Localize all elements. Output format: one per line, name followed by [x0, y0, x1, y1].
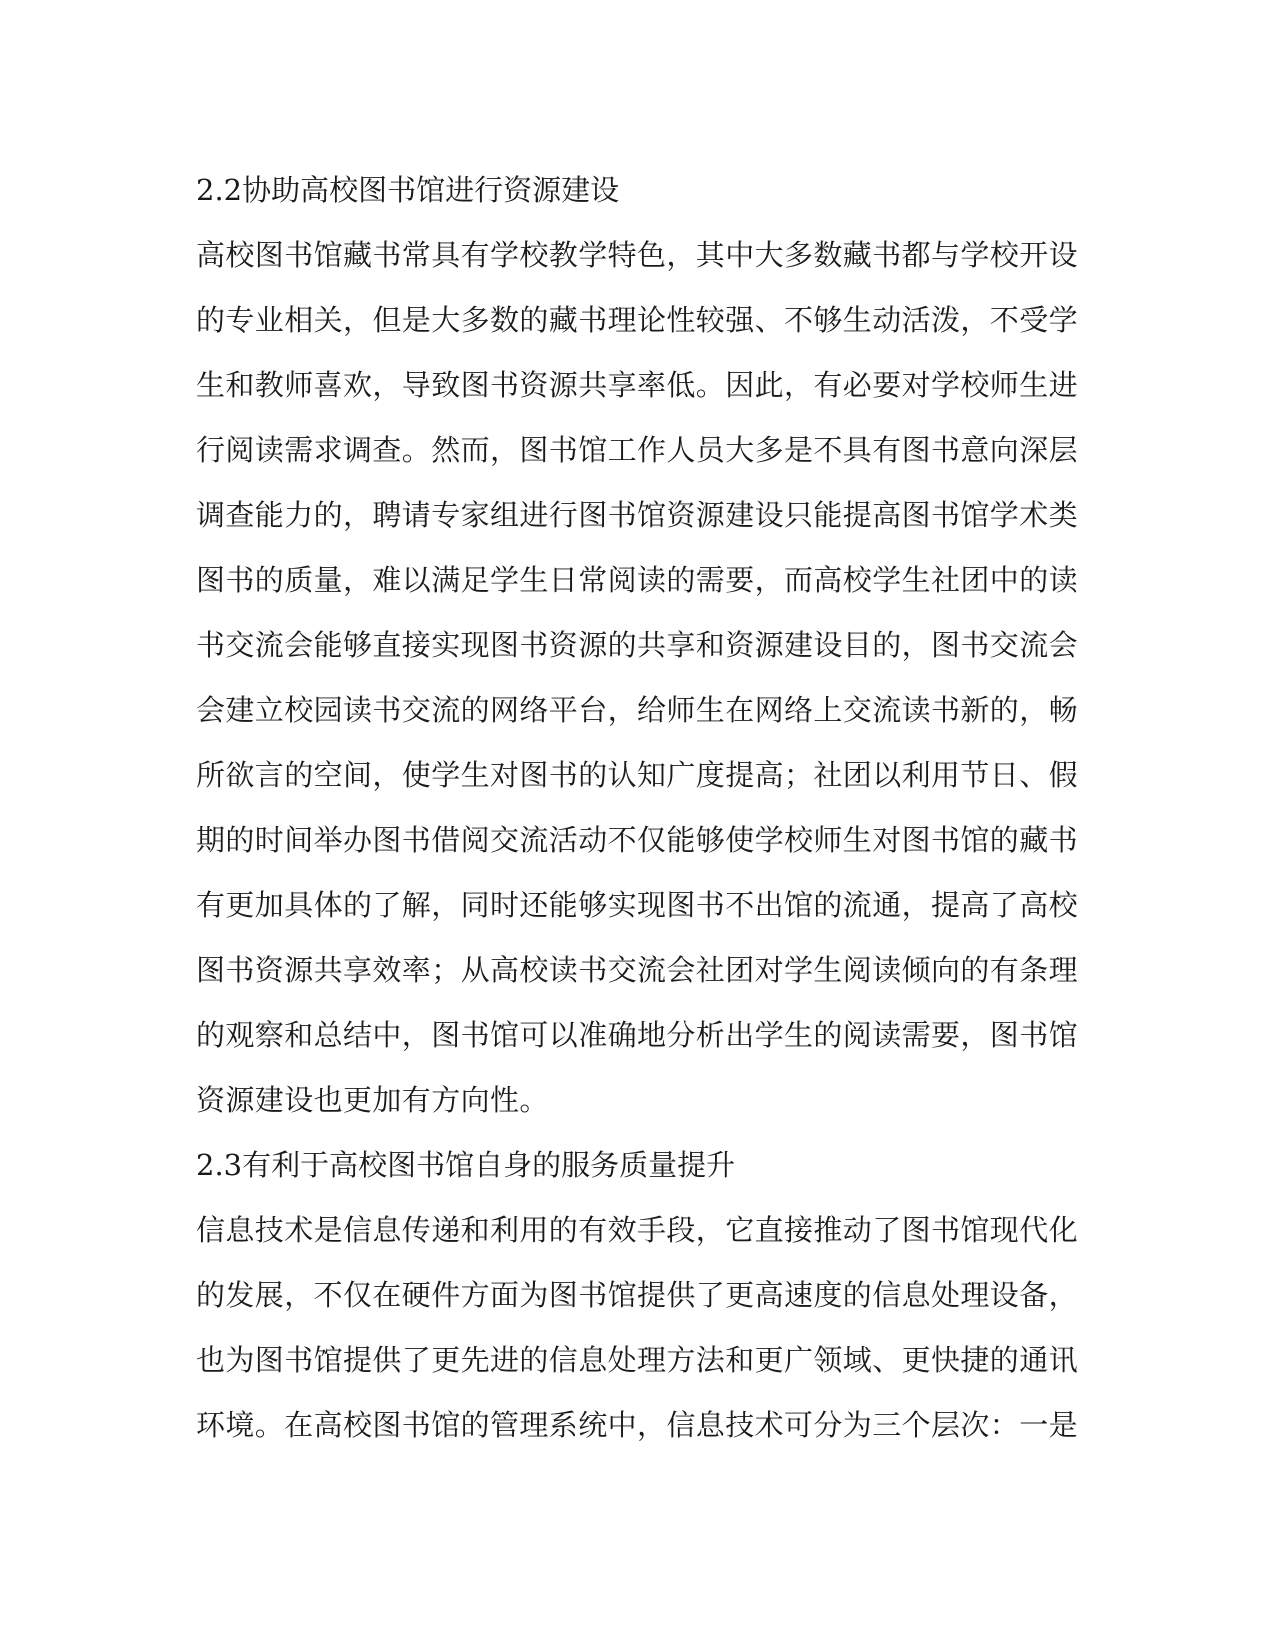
paragraph-line: 的专业相关，但是大多数的藏书理论性较强、不够生动活泼，不受学 [196, 303, 1079, 337]
paragraph-line: 图书的质量，难以满足学生日常阅读的需要，而高校学生社团中的读 [196, 563, 1079, 597]
paragraph-line: 高校图书馆藏书常具有学校教学特色，其中大多数藏书都与学校开设 [196, 238, 1079, 272]
section-2-2-paragraph [196, 223, 1079, 1133]
paragraph-line: 书交流会能够直接实现图书资源的共享和资源建设目的，图书交流会 [196, 628, 1079, 662]
paragraph-line: 有更加具体的了解，同时还能够实现图书不出馆的流通，提高了高校 [196, 888, 1079, 922]
paragraph-line: 生和教师喜欢，导致图书资源共享率低。因此，有必要对学校师生进 [196, 368, 1079, 402]
paragraph-line: 环境。在高校图书馆的管理系统中，信息技术可分为三个层次：一是 [196, 1408, 1079, 1442]
paragraph-line: 行阅读需求调查。然而，图书馆工作人员大多是不具有图书意向深层 [196, 433, 1079, 467]
section-2-3-paragraph [196, 1198, 1079, 1458]
paragraph-line: 图书资源共享效率；从高校读书交流会社团对学生阅读倾向的有条理 [196, 953, 1079, 987]
section-heading-2-3: 2.3有利于高校图书馆自身的服务质量提升 [196, 1148, 736, 1182]
paragraph-line: 信息技术是信息传递和利用的有效手段，它直接推动了图书馆现代化 [196, 1213, 1079, 1247]
paragraph-line: 所欲言的空间，使学生对图书的认知广度提高；社团以利用节日、假 [196, 758, 1079, 792]
paragraph-line: 资源建设也更加有方向性。 [196, 1083, 549, 1117]
paragraph-line: 会建立校园读书交流的网络平台，给师生在网络上交流读书新的，畅 [196, 693, 1079, 727]
paragraph-line: 期的时间举办图书借阅交流活动不仅能够使学校师生对图书馆的藏书 [196, 823, 1079, 857]
section-heading-2-2: 2.2协助高校图书馆进行资源建设 [196, 173, 620, 207]
paragraph-line: 的发展，不仅在硬件方面为图书馆提供了更高速度的信息处理设备， [196, 1278, 1079, 1312]
document-body [196, 158, 1079, 1458]
paragraph-line: 调查能力的，聘请专家组进行图书馆资源建设只能提高图书馆学术类 [196, 498, 1079, 532]
paragraph-line: 的观察和总结中，图书馆可以准确地分析出学生的阅读需要，图书馆 [196, 1018, 1079, 1052]
paragraph-line: 也为图书馆提供了更先进的信息处理方法和更广领域、更快捷的通讯 [196, 1343, 1079, 1377]
